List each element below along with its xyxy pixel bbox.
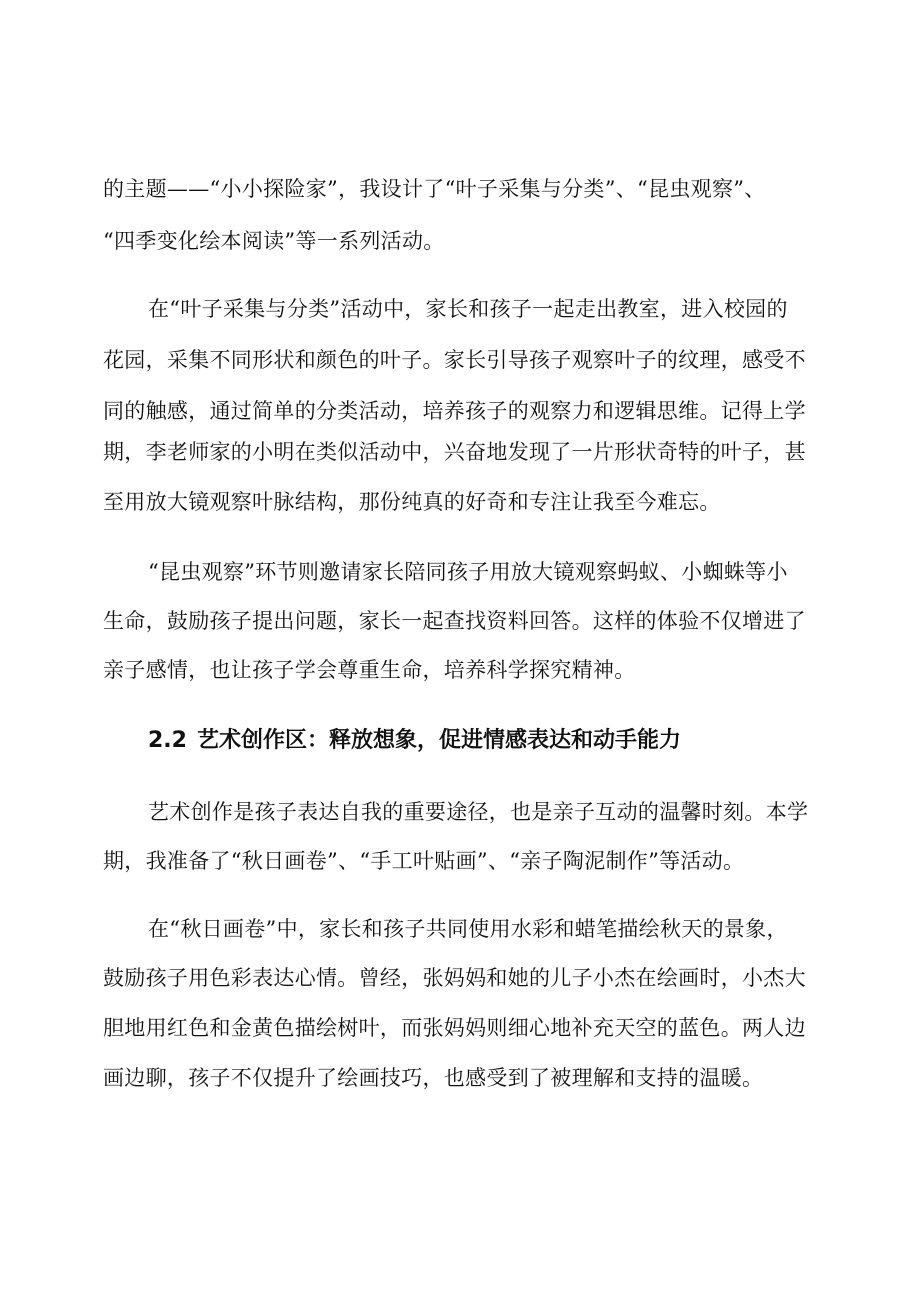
paragraph-1-line-1: 的主题——“小小探险家”，我设计了“叶子采集与分类”、“昆虫观察”、 <box>103 177 766 201</box>
section-number: 2.2 <box>148 728 187 753</box>
section-title: 艺术创作区：释放想象，促进情感表达和动手能力 <box>196 728 681 753</box>
paragraph-2-line-1: 在“叶子采集与分类”活动中，家长和孩子一起走出教室，进入校园的 <box>148 297 788 321</box>
paragraph-3-line-1: “昆虫观察”环节则邀请家长陪同孩子用放大镜观察蚂蚁、小蜘蛛等小 <box>148 560 788 584</box>
paragraph-5-line-1: 在“秋日画卷”中，家长和孩子共同使用水彩和蜡笔描绘秋天的景象， <box>148 917 788 941</box>
paragraph-5-line-4: 画边聊，孩子不仅提升了绘画技巧，也感受到了被理解和支持的温暖。 <box>103 1066 764 1090</box>
section-heading <box>148 726 681 756</box>
paragraph-1-line-2: “四季变化绘本阅读”等一系列活动。 <box>103 229 445 253</box>
paragraph-4-line-2: 期，我准备了“秋日画卷”、“手工叶贴画”、“亲子陶泥制作”等活动。 <box>103 849 745 873</box>
paragraph-3-line-3: 亲子感情，也让孩子学会尊重生命，培养科学探究精神。 <box>103 658 636 682</box>
paragraph-5-line-3: 胆地用红色和金黄色描绘树叶，而张妈妈则细心地补充天空的蓝色。两人边 <box>103 1016 806 1040</box>
paragraph-4-line-1: 艺术创作是孩子表达自我的重要途径，也是亲子互动的温馨时刻。本学 <box>148 800 809 824</box>
paragraph-2-line-2: 花园，采集不同形状和颜色的叶子。家长引导孩子观察叶子的纹理，感受不 <box>103 348 806 372</box>
paragraph-5-line-2: 鼓励孩子用色彩表达心情。曾经，张妈妈和她的儿子小杰在绘画时，小杰大 <box>103 966 806 990</box>
paragraph-3-line-2: 生命，鼓励孩子提出问题，家长一起查找资料回答。这样的体验不仅增进了 <box>103 609 806 633</box>
paragraph-2-line-3: 同的触感，通过简单的分类活动，培养孩子的观察力和逻辑思维。记得上学 <box>103 399 806 423</box>
paragraph-2-line-5: 至用放大镜观察叶脉结构，那份纯真的好奇和专注让我至今难忘。 <box>103 490 721 514</box>
paragraph-2-line-4: 期，李老师家的小明在类似活动中，兴奋地发现了一片形状奇特的叶子，甚 <box>103 440 806 464</box>
